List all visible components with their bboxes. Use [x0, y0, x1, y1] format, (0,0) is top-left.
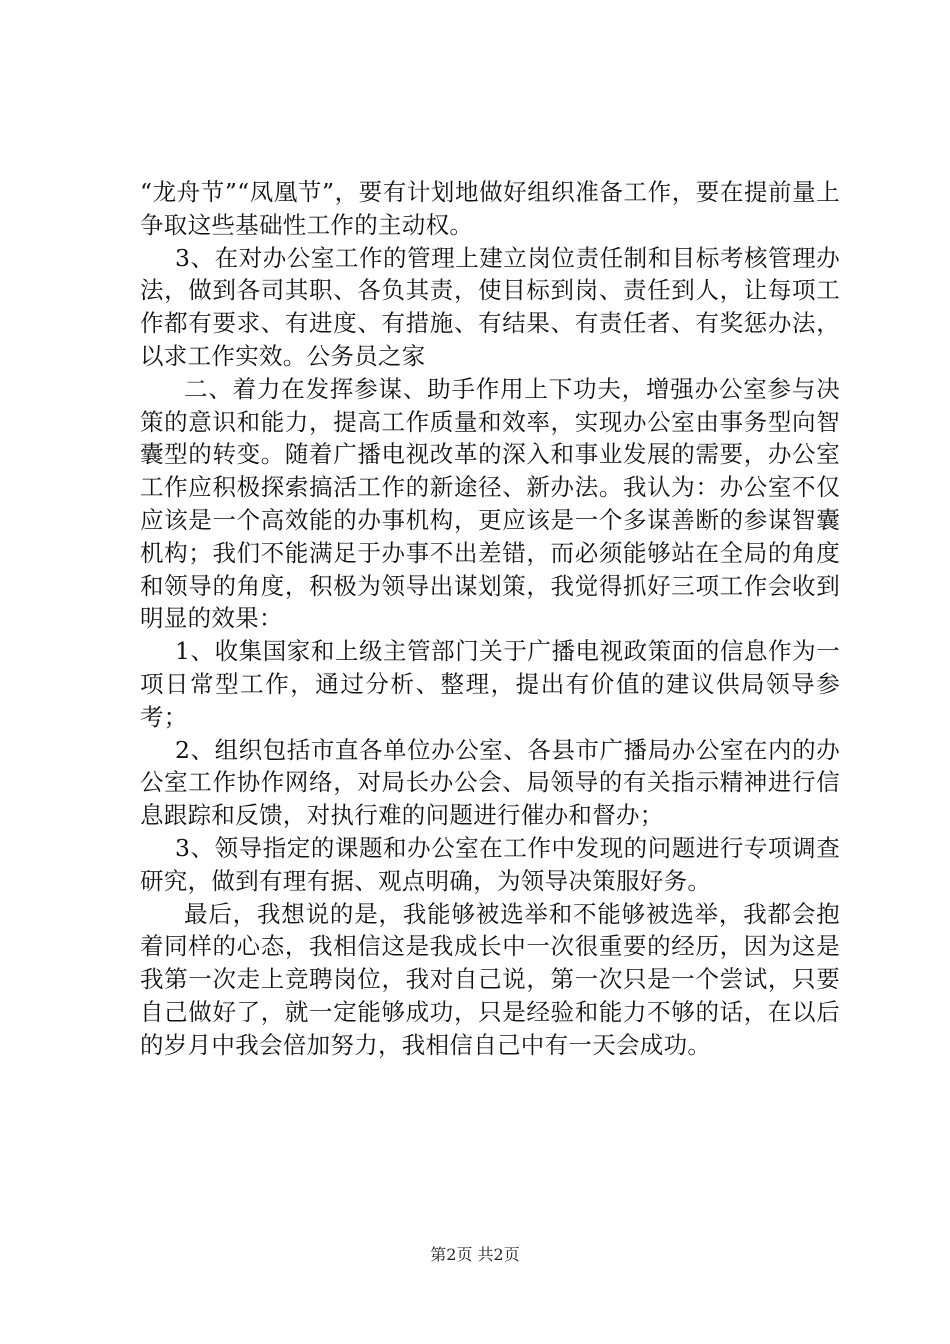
- paragraph-item-3-management: 3、在对办公室工作的管理上建立岗位责任制和目标考核管理办法，做到各司其职、各负其责，使目标到岗、责任到人，让每项工作都有要求、有进度、有措施、有结果、有责任者、有奖惩办法，以求工作实效。公务员之家: [140, 243, 840, 370]
- paragraph-continuation: “龙舟节”“凤凰节”，要有计划地做好组织准备工作，要在提前量上争取这些基础性工作的主动权。: [140, 178, 840, 239]
- document-body: [140, 176, 840, 1062]
- paragraph-item-2-network: 2、组织包括市直各单位办公室、各县市广播局办公室在内的办公室工作协作网络，对局长办公会、局领导的有关指示精神进行信息跟踪和反馈，对执行难的问题进行催办和督办；: [140, 735, 840, 830]
- paragraph-item-1-information: 1、收集国家和上级主管部门关于广播电视政策面的信息作为一项日常型工作，通过分析、整理，提出有价值的建议供局领导参考；: [140, 637, 840, 731]
- page-number-footer: 第2页 共2页: [430, 1245, 520, 1264]
- paragraph-section-2: 二、着力在发挥参谋、助手作用上下功夫，增强办公室参与决策的意识和能力，提高工作质量和效率，实现办公室由事务型向智囊型的转变。随着广播电视改革的深入和事业发展的需要，办公室工作应积极探索搞活工作的新途径、新办法。我认为：办公室不仅应该是一个高效能的办事机构，更应该是一个多谋善断的参谋智囊机构；我们不能满足于办事不出差错，而必须能够站在全局的角度和领导的角度，积极为领导出谋划策，我觉得抓好三项工作会收到明显的效果：: [140, 374, 840, 633]
- paragraph-conclusion: 最后，我想说的是，我能够被选举和不能够被选举，我都会抱着同样的心态，我相信这是我成长中一次很重要的经历，因为这是我第一次走上竞聘岗位，我对自己说，第一次只是一个尝试，只要自己做好了，就一定能够成功，只是经验和能力不够的话，在以后的岁月中我会倍加努力，我相信自己中有一天会成功。: [140, 899, 840, 1059]
- paragraph-item-3-research: 3、领导指定的课题和办公室在工作中发现的问题进行专项调查研究，做到有理有据、观点明确，为领导决策服好务。: [140, 833, 840, 895]
